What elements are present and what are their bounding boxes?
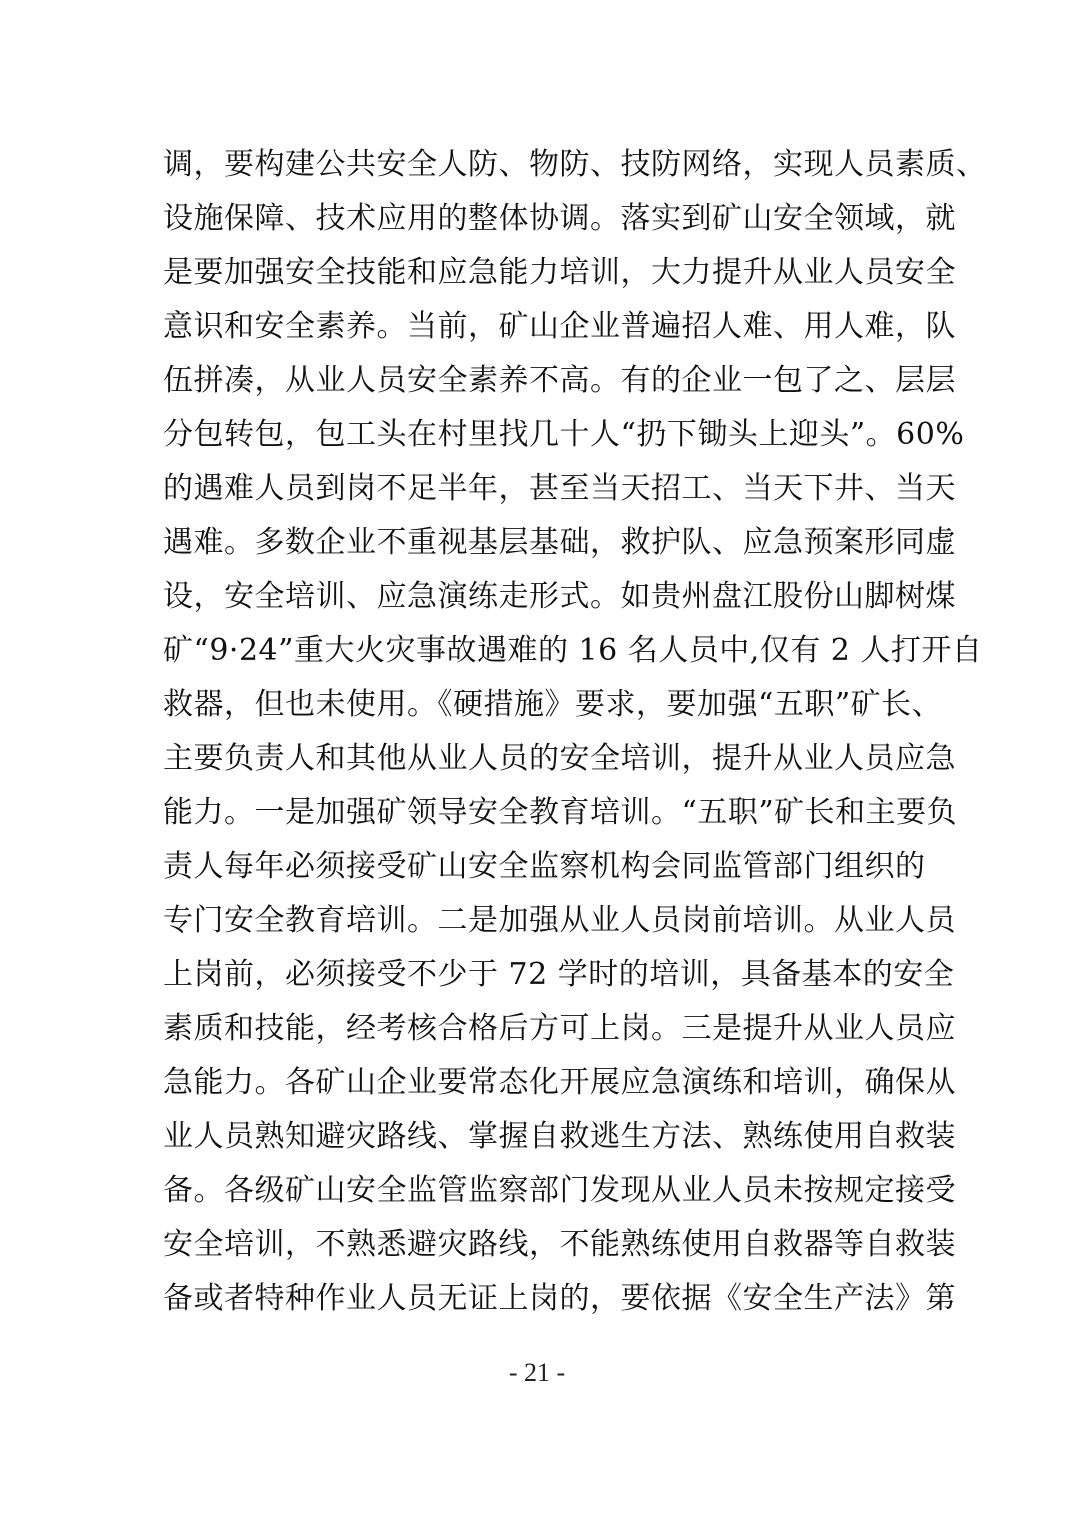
body-text <box>163 138 987 1326</box>
text-line: 上岗前，必须接受不少于 72 学时的培训，具备基本的安全 <box>163 957 955 992</box>
text-line: 是要加强安全技能和应急能力培训，大力提升从业人员安全 <box>163 255 956 290</box>
text-line: 备或者特种作业人员无证上岗的，要依据《安全生产法》第 <box>163 1281 956 1316</box>
text-line: 的遇难人员到岗不足半年，甚至当天招工、当天下井、当天 <box>163 471 956 506</box>
text-line: 意识和安全素养。当前，矿山企业普遍招人难、用人难，队 <box>163 309 956 344</box>
text-line: 业人员熟知避灾路线、掌握自救逃生方法、熟练使用自救装 <box>163 1119 956 1154</box>
text-line: 矿“9·24”重大火灾事故遇难的 16 名人员中,仅有 2 人打开自 <box>163 633 983 668</box>
text-line: 调，要构建公共安全人防、物防、技防网络，实现人员素质、 <box>163 147 987 182</box>
text-line: 备。各级矿山安全监管监察部门发现从业人员未按规定接受 <box>163 1173 956 1208</box>
text-line: 责人每年必须接受矿山安全监察机构会同监管部门组织的 <box>163 849 926 884</box>
text-line: 素质和技能，经考核合格后方可上岗。三是提升从业人员应 <box>163 1011 956 1046</box>
text-line: 分包转包，包工头在村里找几十人“扔下锄头上迎头”。60% <box>163 417 965 452</box>
text-line: 设施保障、技术应用的整体协调。落实到矿山安全领域，就 <box>163 201 956 236</box>
text-line: 专门安全教育培训。二是加强从业人员岗前培训。从业人员 <box>163 903 956 938</box>
text-line: 主要负责人和其他从业人员的安全培训，提升从业人员应急 <box>163 741 956 776</box>
text-line: 救器，但也未使用。《硬措施》要求，要加强“五职”矿长、 <box>163 687 943 722</box>
text-line: 设，安全培训、应急演练走形式。如贵州盘江股份山脚树煤 <box>163 579 956 614</box>
text-line: 安全培训，不熟悉避灾路线，不能熟练使用自救器等自救装 <box>163 1227 956 1262</box>
text-line: 遇难。多数企业不重视基层基础，救护队、应急预案形同虚 <box>163 525 956 560</box>
page-number: - 21 - <box>508 1358 566 1387</box>
text-line: 急能力。各矿山企业要常态化开展应急演练和培训，确保从 <box>163 1065 956 1100</box>
text-line: 能力。一是加强矿领导安全教育培训。“五职”矿长和主要负 <box>163 795 958 830</box>
text-line: 伍拼凑，从业人员安全素养不高。有的企业一包了之、层层 <box>163 363 956 398</box>
